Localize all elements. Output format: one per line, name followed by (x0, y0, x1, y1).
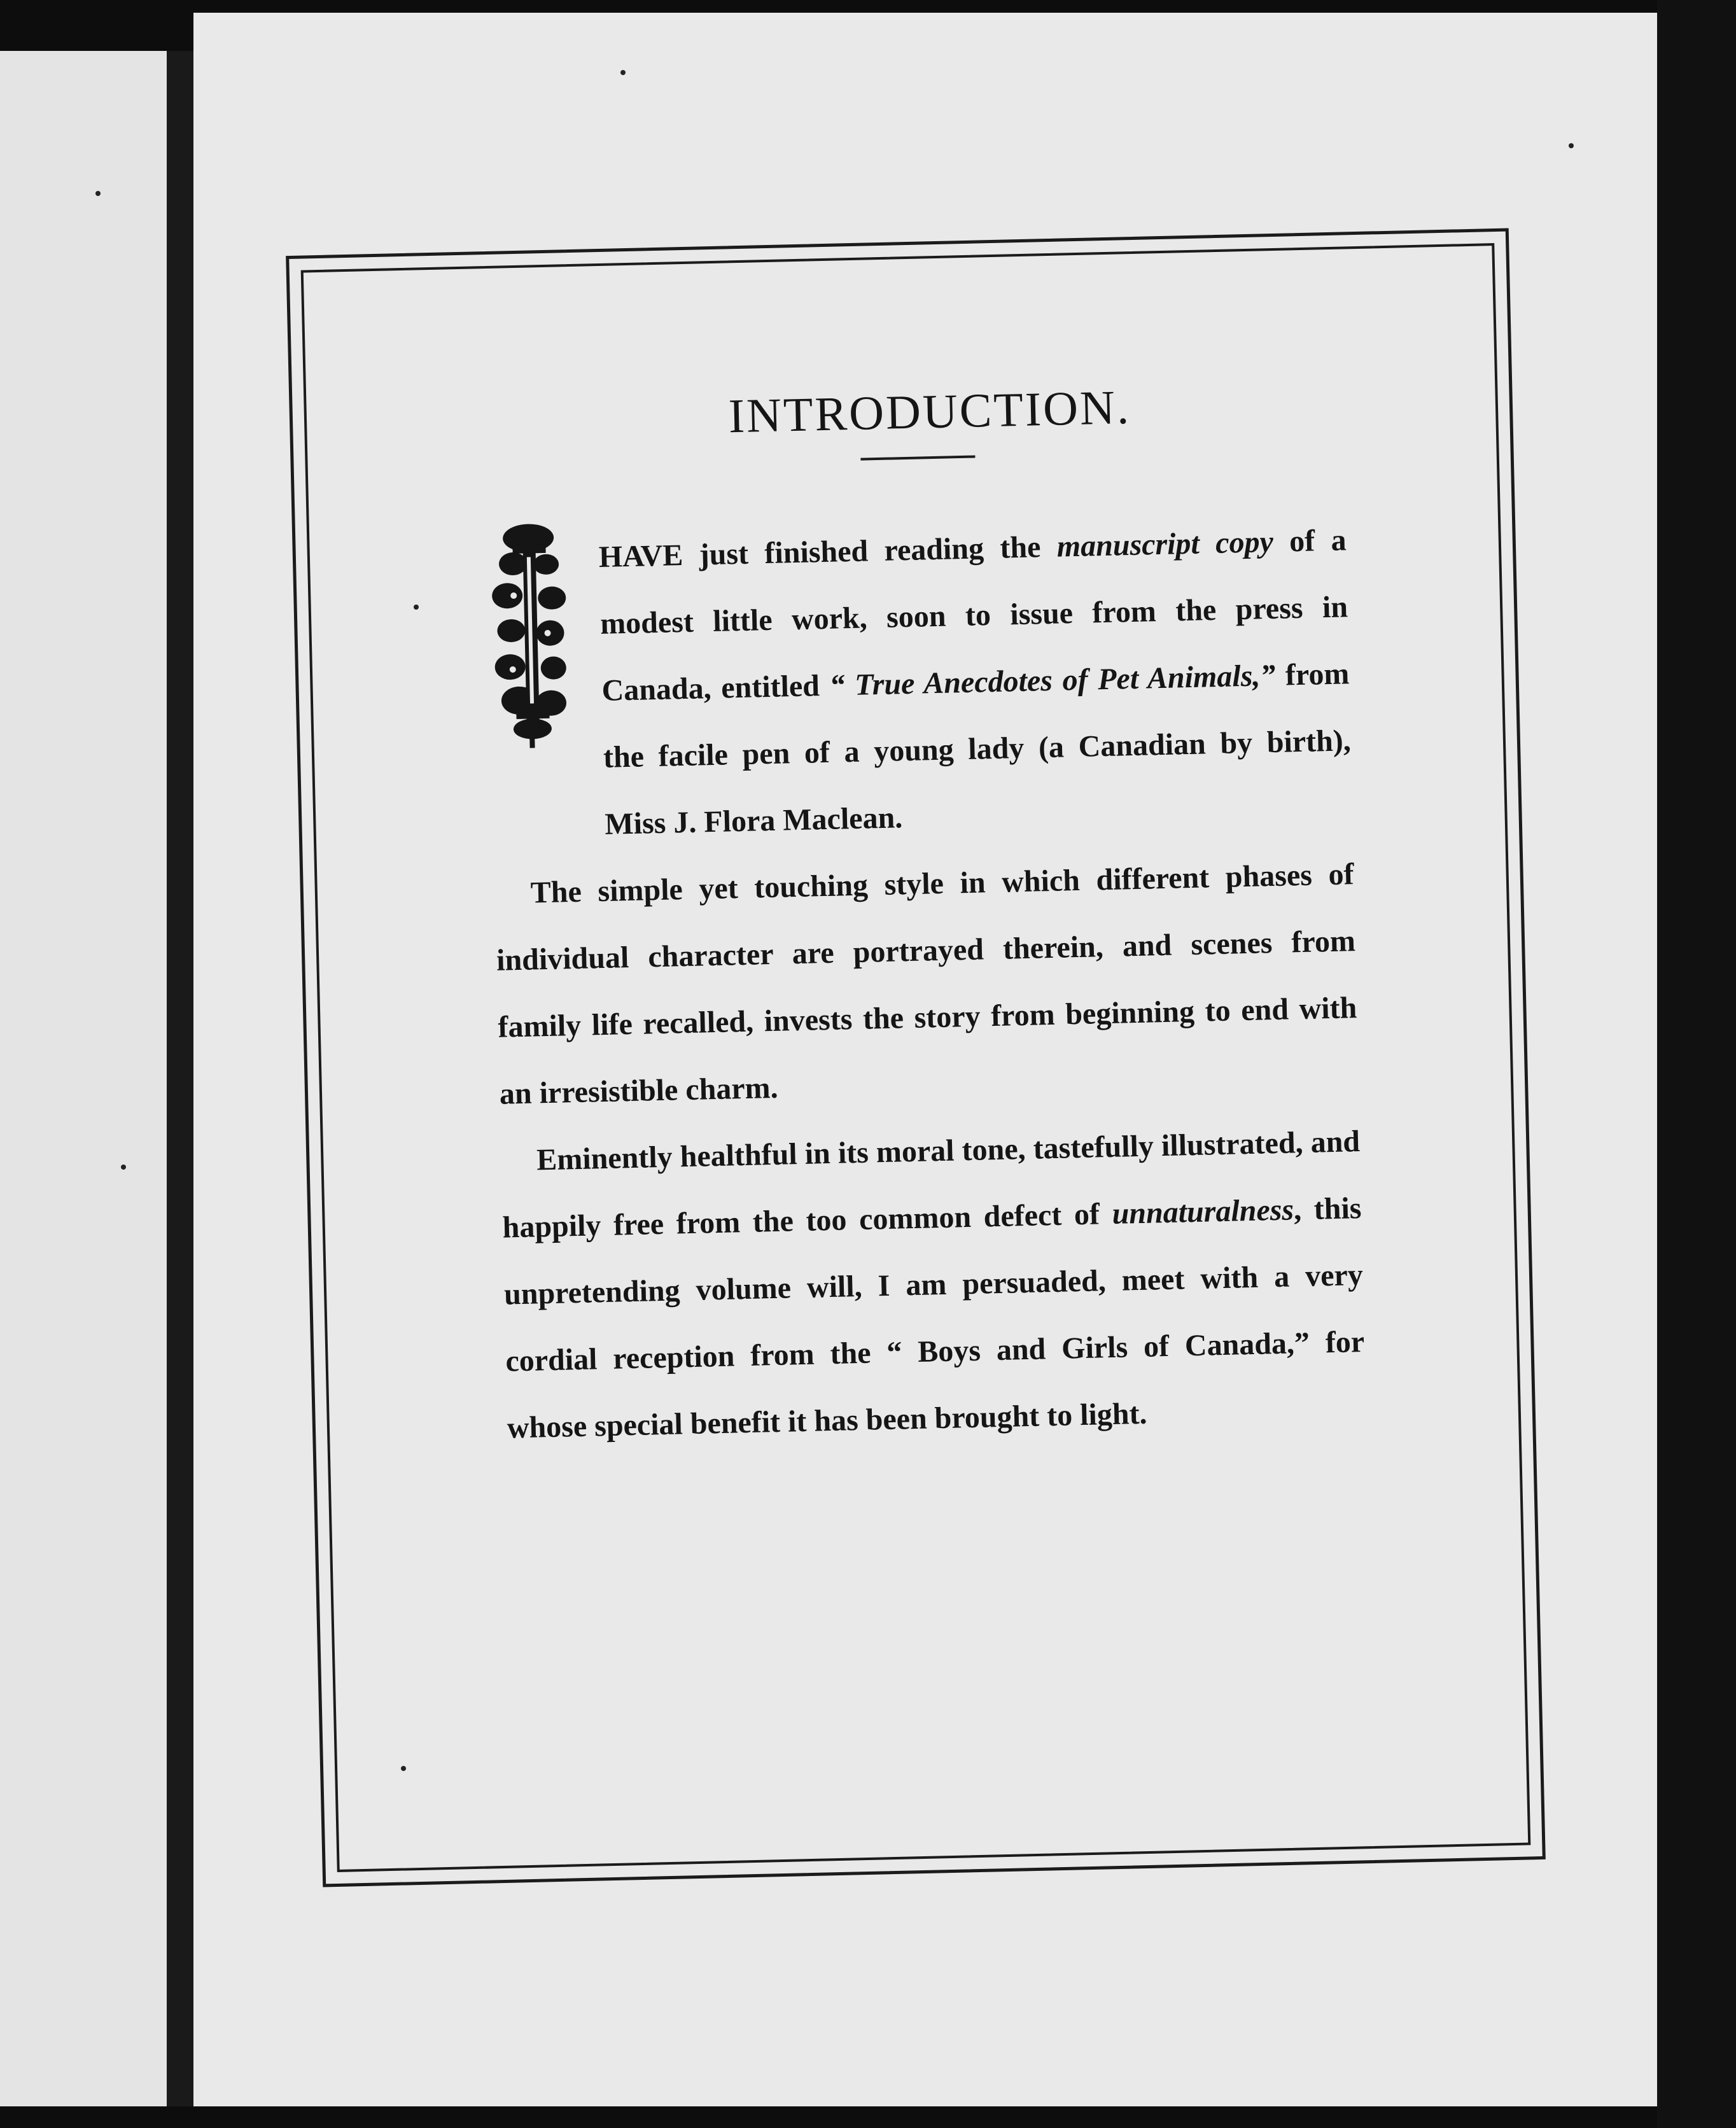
title-rule (860, 456, 975, 461)
scan-border-right (1657, 0, 1736, 2128)
paragraph-1 (487, 507, 1354, 860)
para1-run-3: from the facile pen of a young lady (a Canadian by birth), Miss J. Flora Maclean. (603, 657, 1352, 841)
para3-run-1: Eminently healthful in its moral tone, tastefully illustrated, and happily free from the too common defect of (502, 1124, 1361, 1245)
scan-speck (121, 1165, 126, 1170)
scan-speck (1569, 143, 1574, 148)
paragraph-3 (500, 1108, 1367, 1461)
para1-italic-book-title: “ True Anecdotes of Pet Animals,” (829, 658, 1276, 703)
page-title: INTRODUCTION. (727, 380, 1131, 444)
introduction-text-block (484, 375, 1367, 1461)
paragraph-1-text (598, 507, 1354, 858)
ornamental-drop-cap-icon (486, 518, 574, 749)
facing-page-left (0, 51, 167, 2106)
para1-italic-manuscript: manuscript copy (1056, 524, 1274, 564)
scan-speck (620, 70, 626, 75)
scan-speck (414, 605, 419, 610)
para3-italic-unnaturalness: unnaturalness (1111, 1193, 1294, 1231)
book-gutter (167, 51, 193, 2106)
scan-speck (401, 1766, 406, 1771)
para1-run-1: HAVE just finished reading the (598, 529, 1058, 574)
para3-run-2: , this unpretending volume will, I am persuaded, meet with a very cordial reception from the “ Boys and Girls of Canada,” for whose special benefit it has been brought to light. (503, 1191, 1365, 1445)
paragraph-2: The simple yet touching style in which different phases of individual character are portrayed therein, and scenes from family life recalled, invests the story from beginning to end with an irresistible charm. (496, 857, 1357, 1111)
para1-run-2: of a modest little work, soon to issue from the press in Canada, entitled (599, 523, 1348, 708)
scan-speck (95, 191, 101, 196)
